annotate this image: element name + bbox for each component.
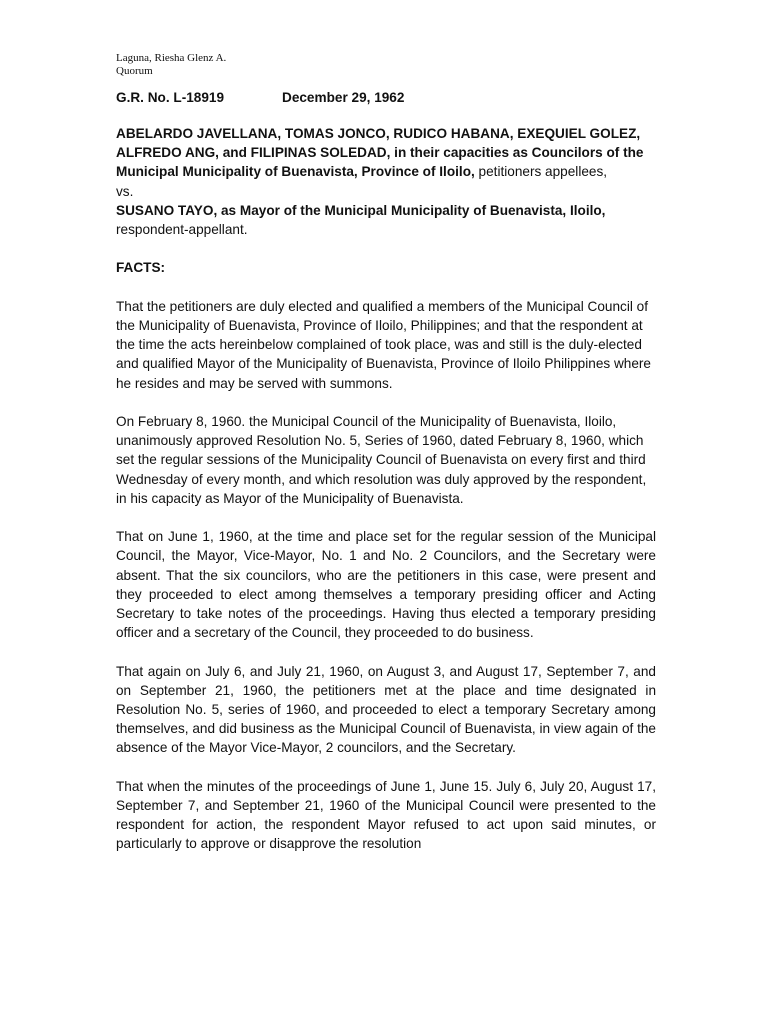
decision-date: December 29, 1962 bbox=[282, 90, 405, 105]
respondent-name: SUSANO TAYO, as Mayor of the Municipal Municipality of Buenavista, Iloilo, bbox=[116, 202, 606, 218]
facts-paragraph-4: That again on July 6, and July 21, 1960, on August 3, and August 17, September 7, and on September 21, 1960, the petitioners met at the place and time designated in Resolution No. 5, series of 1960, and proceeded to elect a temporary Secretary among themselves, and did business as the Municipal Council of Buenavista, in view again of the absence of the Mayor Vice-Mayor, 2 councilors, and the Secretary. bbox=[116, 663, 656, 756]
respondent-role: respondent-appellant. bbox=[116, 222, 248, 238]
petitioners-role: petitioners appellees, bbox=[474, 164, 608, 180]
case-citation bbox=[116, 88, 404, 107]
facts-paragraph-2: On February 8, 1960. the Municipal Council of the Municipality of Buenavista, Iloilo, unanimously approved Resolution No. 5, Series of 1960, dated February 8, 1960, which set the regular sessions of the Municipality Council of Buenavista on every first and third Wednesday of every month, and which resolution was duly approved by the respondent, in his capacity as Mayor of the Municipality of Buenavista. bbox=[116, 414, 647, 506]
case-caption bbox=[116, 124, 656, 239]
facts-paragraph-1: That the petitioners are duly elected and qualified a members of the Municipal Council of the Municipality of Buenavista, Province of Iloilo, Philippines; and that the respondent at the time the acts hereinbelow complained of took place, was and still is the duly-elected and qualified Mayor of the Municipality of Buenavista, Province of Iloilo Philippines where he resides and may be served with summons. bbox=[116, 298, 651, 391]
petitioners-line bbox=[116, 124, 656, 182]
facts-heading: FACTS: bbox=[116, 260, 166, 276]
topic-label: Quorum bbox=[116, 65, 153, 77]
document-body bbox=[116, 124, 656, 873]
facts-paragraph-3: That on June 1, 1960, at the time and place set for the regular session of the Municipal Council, the Mayor, Vice-Mayor, No. 1 and No. 2 Councilors, and the Secretary were absent. That the six councilors, who are the petitioners in this case, were present and they proceeded to elect among themselves a temporary presiding officer and Acting Secretary to take notes of the proceedings. Having thus elected a temporary presiding officer and a secretary of the Council, they proceeded to do business. bbox=[116, 529, 656, 641]
facts-paragraph-5: That when the minutes of the proceedings of June 1, June 15. July 6, July 20, August 17, September 7, and September 21, 1960 of the Municipal Council were presented to the respondent for action, the respondent Mayor refused to act upon said minutes, or particularly to approve or disapprove the resolution bbox=[116, 778, 656, 852]
petitioners-names: ABELARDO JAVELLANA, TOMAS JONCO, RUDICO HABANA, EXEQUIEL GOLEZ, ALFREDO ANG, and FILIPINAS SOLEDAD, in their capacities as Councilors of the Municipal Municipality of Buenavista, Province of Iloilo, bbox=[116, 126, 644, 180]
gr-number: G.R. No. L-18919 bbox=[116, 90, 225, 105]
respondent-line bbox=[116, 201, 656, 239]
author-name: Laguna, Riesha Glenz A. bbox=[116, 52, 227, 64]
document-header bbox=[116, 52, 226, 78]
versus-label: vs. bbox=[116, 183, 134, 199]
